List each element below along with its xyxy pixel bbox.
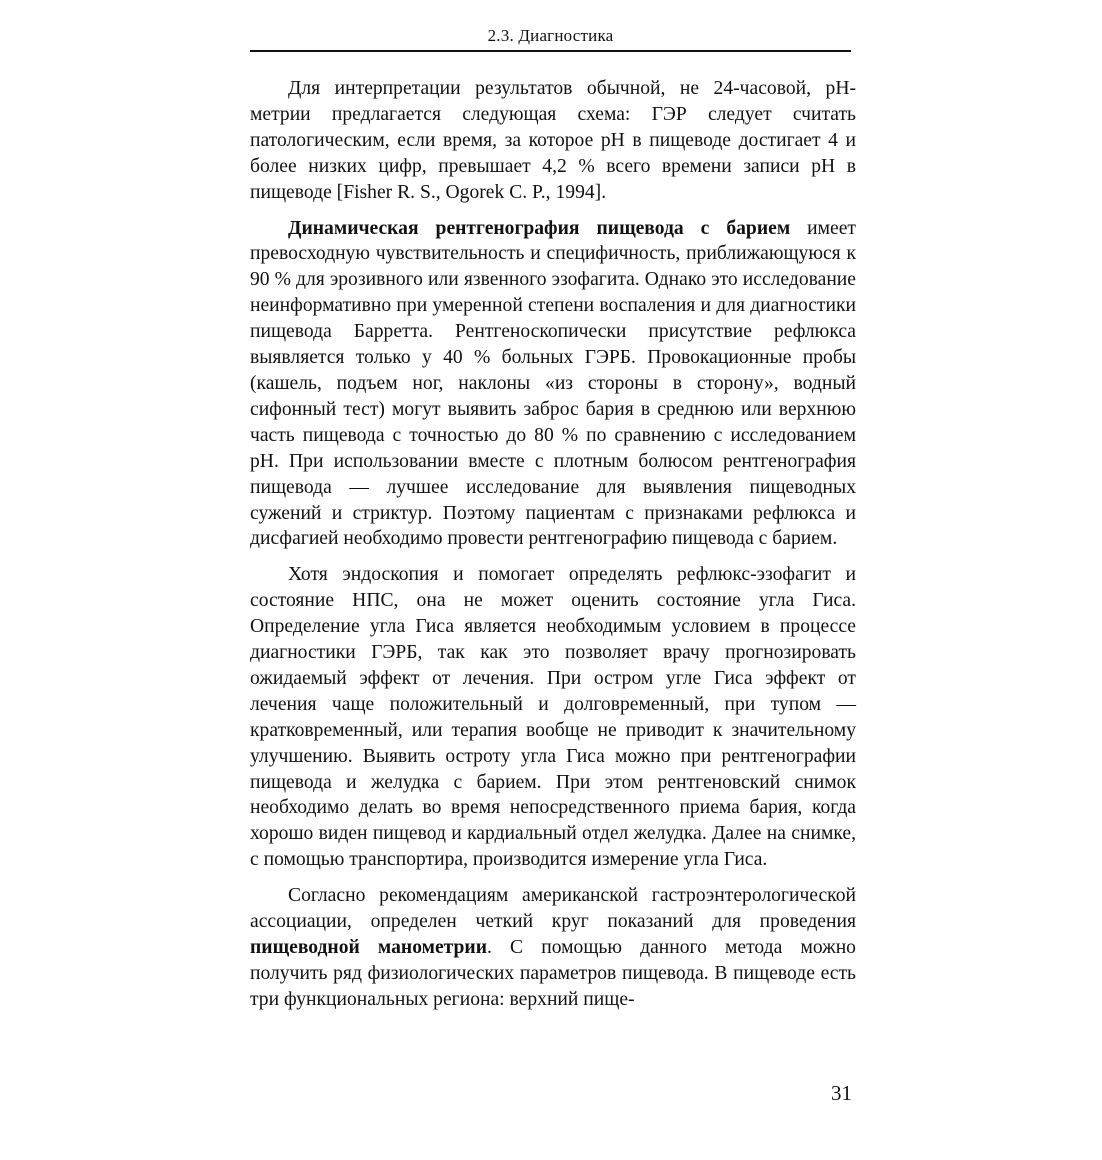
paragraph-ph-metry (250, 76, 856, 206)
bold-term: Динамическая рентгенография пищевода с барием (288, 217, 791, 239)
paragraph-manometry (250, 883, 856, 1013)
paragraph-text: имеет превосходную чувствительность и специфичность, приближающуюся к 90 % для эрозивного или язвенного эзофагита. Однако это исследование неинформативно при умеренной степени воспаления и для диагностики пищевода Барретта. Рентгеноскопически присутствие рефлюкса выявляется только у 40 % больных ГЭРБ. Провокационные пробы (кашель, подъем ног, наклоны «из стороны в сторону», водный сифонный тест) могут выявить заброс бария в среднюю или верхнюю часть пищевода с точностью до 80 % по сравнению с исследованием рН. При использовании вместе с плотным болюсом рентгенография пищевода — лучшее исследование для выявления пищеводных сужений и стриктур. Поэтому пациентам с признаками рефлюкса и дисфагией необходимо провести рентгенографию пищевода с барием. (250, 217, 856, 550)
page-number: 31 (831, 1081, 852, 1105)
paragraph-text: Хотя эндоскопия и помогает определять рефлюкс-эзофагит и состояние НПС, она не может оценить состояние угла Гиса. Определение угла Гиса является необходимым условием в процессе диагностики ГЭРБ, так как это позволяет врачу прогнозировать ожидаемый эффект от лечения. При остром угле Гиса эффект от лечения чаще положительный и долговременный, при тупом — кратковременный, или терапия вообще не приводит к значительному улучшению. Выявить остроту угла Гиса можно при рентгенографии пищевода и желудка с барием. При этом рентгеновский снимок необходимо делать во время непосредственного приема бария, когда хорошо виден пищевод и кардиальный отдел желудка. Далее на снимке, с помощью транспортира, производится измерение угла Гиса. (250, 564, 856, 871)
paragraph-barium-radiography (250, 216, 856, 553)
section-title: 2.3. Диагностика (487, 26, 614, 45)
bold-term: пищеводной манометрии (250, 937, 488, 958)
paragraph-text-before: Согласно рекомендациям американской гастроэнтерологической ассоциации, определен четкий круг показаний для проведения (250, 885, 856, 933)
paragraph-text-after: . С помощью данного метода можно получить ряд физиологических параметров пищевода. В пищеводе есть три функциональных региона: верхний пище- (250, 937, 856, 1010)
paragraph-text: Для интерпретации результатов обычной, не 24-часовой, рН-метрии предлагается следующая схема: ГЭР следует считать патологическим, если время, за которое рН в пищеводе достигает 4 и более низких цифр, превышает 4,2 % всего времени записи рН в пищеводе [Fisher R. S., Ogorek С. P., 1994]. (250, 78, 856, 203)
running-head (250, 24, 851, 52)
paragraph-his-angle (250, 562, 856, 873)
body-text (250, 76, 856, 1013)
